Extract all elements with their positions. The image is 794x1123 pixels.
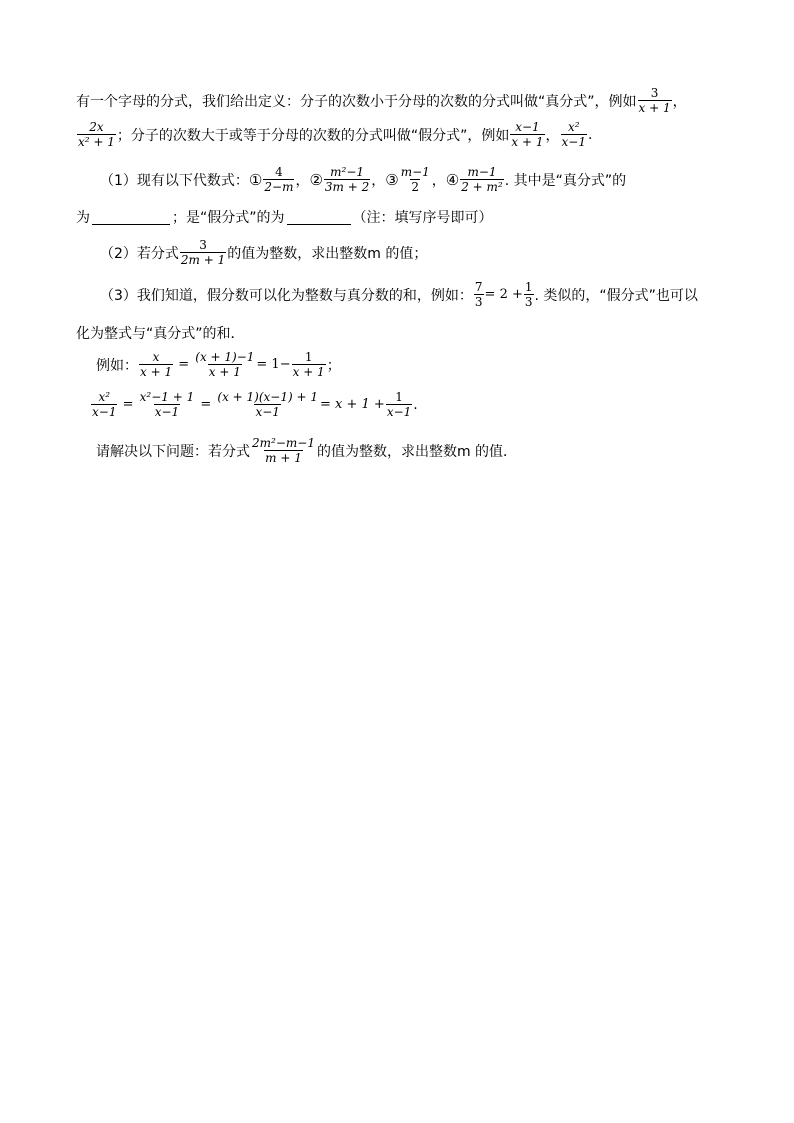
example-fraction-4	[561, 120, 587, 149]
fraction-numerator: 4	[275, 165, 283, 179]
fraction-numerator: 3	[199, 238, 207, 252]
fraction-numerator: (x + 1)−1	[195, 350, 255, 364]
equation-part: = 1−	[256, 357, 291, 372]
mixed-number-fraction	[474, 280, 484, 309]
example-label: 例如：	[96, 357, 138, 374]
punctuation: ，	[431, 172, 446, 189]
example-equation-2: $\frac{\text{x²}}{x-1}$ = $\frac{\text{x²−1 + 1}}{x-1}$ = $\frac{(x + 1)(x-1) + 1}{x-1}$ = x + 1 + $\frac{1}{x-1}$ .	[92, 390, 418, 419]
fraction-denominator: 2−m	[264, 180, 294, 194]
fraction-denominator: m + 1	[265, 451, 302, 465]
question-3-line-1	[100, 280, 698, 309]
expression-4	[460, 165, 504, 194]
question-2-suffix: 的值为整数，求出整数m 的值；	[227, 245, 428, 262]
fraction-denominator: x + 1	[638, 101, 671, 115]
fraction-denominator: x + 1	[292, 365, 325, 379]
fraction-denominator: 3	[474, 295, 483, 309]
punctuation: .	[587, 126, 593, 143]
example-fraction-1	[638, 86, 672, 115]
task-prefix: 请解决以下问题：若分式	[96, 443, 250, 460]
fraction-numerator: 2m²−m−1	[252, 436, 315, 450]
example-1-term-b	[194, 350, 255, 379]
fraction-denominator: x + 1	[208, 365, 241, 379]
question-1-note: （注：填写序号即可）	[352, 210, 493, 226]
fraction-denominator: x−1	[154, 405, 180, 419]
fraction-denominator: x + 1	[140, 365, 173, 379]
fraction-numerator: x²	[98, 390, 111, 404]
punctuation: ，	[545, 127, 560, 144]
example-1-term-c	[292, 350, 326, 379]
question-2-fraction	[180, 238, 226, 267]
fraction-numerator: 1	[524, 280, 533, 294]
question-1-suffix: . 其中是“真分式”的	[504, 172, 627, 189]
punctuation: .	[413, 396, 418, 413]
fraction-numerator: 1	[395, 390, 403, 404]
fraction-numerator: m²−1	[330, 165, 365, 179]
fraction-numerator: 1	[304, 350, 313, 364]
question-2-prefix: （2）若分式	[100, 245, 179, 262]
fraction-numerator: 3	[650, 86, 659, 100]
task-suffix: 的值为整数，求出整数m 的值．	[316, 443, 518, 460]
fraction-numerator: (x + 1)(x−1) + 1	[217, 390, 318, 404]
example-1-term-a	[139, 350, 173, 379]
fraction-denominator: 3	[524, 295, 533, 309]
intro-text-1: 有一个字母的分式，我们给出定义：分子的次数小于分母的次数的分式叫做“真分式”，例如	[76, 93, 637, 110]
punctuation: ，	[295, 172, 310, 189]
example-fraction-2	[77, 120, 116, 149]
fraction-denominator: x−1	[255, 405, 280, 419]
circled-number-1: ①	[248, 170, 263, 189]
fraction-denominator: x−1	[386, 405, 412, 419]
question-2	[100, 238, 427, 267]
question-1-line-1	[100, 165, 626, 194]
question-3-line-2	[76, 323, 245, 343]
fraction-denominator: x−1	[561, 135, 586, 149]
task-fraction	[251, 436, 316, 465]
fraction-denominator: 2	[411, 180, 420, 194]
fraction-numerator: m−1	[400, 165, 430, 179]
question-3-continuation: 化为整式与“真分式”的和．	[76, 326, 245, 342]
example-fraction-3	[510, 120, 544, 149]
example-2-term-d	[386, 390, 412, 419]
punctuation: ，	[371, 172, 386, 189]
fraction-numerator: x−1	[515, 120, 540, 134]
punctuation: ，	[672, 93, 687, 110]
example-2-term-a	[91, 390, 117, 419]
question-1-line-2	[76, 207, 493, 227]
question-1-answer-label-a: 为	[76, 210, 90, 226]
equation-part: = 2 +	[484, 287, 523, 302]
fraction-numerator: m−1	[467, 165, 497, 179]
intro-line-2	[76, 120, 592, 149]
equation-part: = x + 1 +	[320, 397, 385, 412]
mixed-number-remainder	[524, 280, 534, 309]
fraction-numerator: x²−1 + 1	[139, 390, 195, 404]
question-3-suffix: . 类似的，“假分式”也可以	[534, 287, 698, 304]
circled-number-2: ②	[309, 170, 323, 189]
example-2-term-c	[216, 390, 319, 419]
fraction-denominator: x−1	[92, 405, 117, 419]
fraction-denominator: x + 1	[511, 135, 544, 149]
expression-3	[400, 165, 431, 194]
fraction-denominator: 3m + 2	[324, 180, 370, 194]
question-3-prefix: （3）我们知道，假分数可以化为整数与真分数的和，例如：	[100, 287, 473, 304]
answer-blank-proper[interactable]	[92, 210, 170, 225]
circled-number-4: ④	[445, 170, 460, 189]
question-1-prefix: （1）现有以下代数式：	[100, 172, 249, 189]
expression-2	[324, 165, 370, 194]
fraction-denominator: 2 + m²	[461, 180, 503, 194]
fraction-denominator: 2m + 1	[180, 253, 226, 267]
example-equation-1: 例如： $\frac{x}{x + 1}$ = $\frac{(x + 1)-1}{x + 1}$ = 1− $\frac{1}{x + 1}$ ；	[96, 350, 341, 379]
intro-line-1	[76, 86, 687, 115]
fraction-numerator: 2x	[89, 120, 104, 134]
question-1-answer-label-b: ；是“假分式”的为	[172, 210, 285, 226]
fraction-denominator: x² + 1	[78, 135, 115, 149]
intro-text-2: ；分子的次数大于或等于分母的次数的分式叫做“假分式”，例如	[116, 127, 510, 144]
fraction-numerator: x²	[567, 120, 580, 134]
expression-1	[263, 165, 294, 194]
example-2-term-b	[139, 390, 196, 419]
punctuation: ；	[326, 357, 341, 374]
question-3-task	[96, 436, 517, 465]
answer-blank-improper[interactable]	[287, 210, 351, 225]
fraction-numerator: 7	[474, 280, 483, 294]
fraction-numerator: x	[152, 350, 160, 364]
circled-number-3: ③	[385, 170, 399, 189]
